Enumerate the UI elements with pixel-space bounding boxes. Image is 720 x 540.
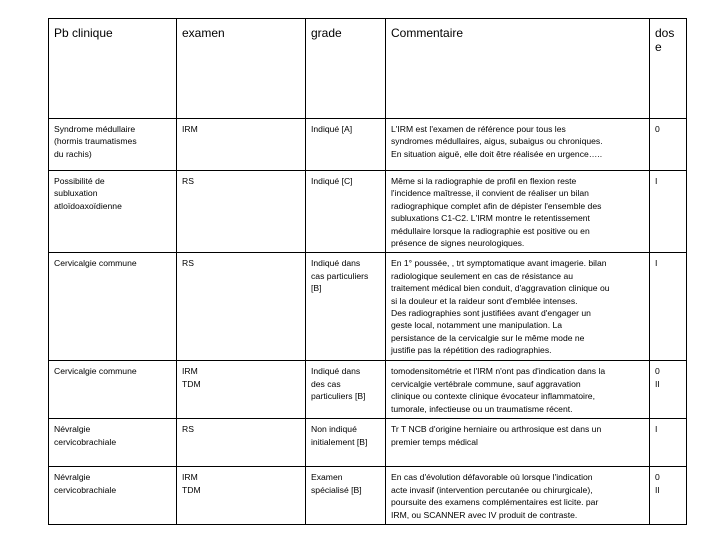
cell-line: RS: [182, 176, 194, 186]
cell-line: 0: [655, 124, 660, 134]
cell-commentaire: [386, 361, 650, 419]
cell-grade: [306, 171, 386, 253]
cell-grade: [306, 361, 386, 419]
cell-grade: [306, 253, 386, 361]
cell-line: I: [655, 176, 658, 186]
cell-dose: [650, 171, 687, 253]
cell-line: I: [655, 258, 658, 269]
header-row: [49, 19, 687, 119]
cell-pb-clinique: [49, 467, 177, 525]
cell-line: initialement [B]: [311, 436, 368, 447]
cell-commentaire: [386, 171, 650, 253]
cell-line: IRM: [182, 366, 198, 377]
table-row: [49, 253, 687, 361]
cell-dose: [650, 119, 687, 171]
cell-dose: [650, 361, 687, 419]
cell-line: Névralgie: [54, 424, 91, 435]
cell-line: Indiqué [C]: [311, 176, 353, 186]
cell-dose: [650, 419, 687, 467]
cell-line: persistance de la cervicalgie sur le même mode ne: [391, 332, 585, 343]
cell-line: poursuite des examens complémentaires est licite. par: [391, 497, 599, 508]
table-row: [49, 171, 687, 253]
cell-line: cervicobrachiale: [54, 436, 117, 447]
header-grade: grade: [306, 19, 386, 119]
cell-line: RS: [182, 424, 194, 435]
cell-line: Examen: [311, 472, 343, 483]
cell-examen: [177, 119, 306, 171]
cell-pb-clinique: [49, 119, 177, 171]
cell-examen: [177, 253, 306, 361]
cell-line: du rachis): [54, 148, 92, 159]
cell-line: Non indiqué: [311, 424, 357, 435]
cell-line: Possibilité de: [54, 176, 105, 186]
cell-line: En situation aiguë, elle doit être réalisée en urgence…..: [391, 148, 603, 159]
cell-commentaire: [386, 119, 650, 171]
cell-line: radiographique complet afin de dépister l'ensemble des: [391, 200, 602, 211]
cell-line: Indiqué dans: [311, 258, 361, 269]
cell-line: subluxation: [54, 188, 98, 199]
cell-examen: [177, 419, 306, 467]
cell-line: cas particuliers: [311, 270, 369, 281]
cell-line: geste local, notamment une manipulation. La: [391, 320, 563, 331]
cell-pb-clinique: [49, 419, 177, 467]
table-row: [49, 419, 687, 467]
header-dose: dos e: [650, 19, 687, 119]
cell-line: acte invasif (intervention percutanée ou chirurgicale),: [391, 484, 593, 495]
cell-commentaire: [386, 253, 650, 361]
cell-line: En cas d'évolution défavorable où lorsque l'indication: [391, 472, 593, 483]
cell-line: En 1° poussée, , trt symptomatique avant imagerie. bilan: [391, 258, 607, 269]
cell-line: atloïdoaxoïdienne: [54, 200, 122, 211]
cell-line: L'IRM est l'examen de référence pour tous les: [391, 124, 566, 134]
cell-line: II: [655, 484, 660, 495]
table-row: [49, 119, 687, 171]
indication-table: [48, 18, 687, 525]
cell-line: Névralgie: [54, 472, 91, 483]
header-pb-clinique: Pb clinique: [49, 19, 177, 119]
cell-pb-clinique: [49, 171, 177, 253]
cell-line: tumorale, infectieuse ou un traumatisme récent.: [391, 403, 573, 414]
cell-line: tomodensitométrie et l'IRM n'ont pas d'indication dans la: [391, 366, 606, 377]
cell-line: [B]: [311, 283, 322, 294]
cell-line: 0: [655, 472, 660, 483]
cell-line: subluxations C1-C2. L'IRM montre le retentissement: [391, 213, 590, 224]
cell-dose: [650, 467, 687, 525]
header-examen: examen: [177, 19, 306, 119]
cell-grade: [306, 419, 386, 467]
cell-grade: [306, 119, 386, 171]
cell-line: Syndrome médullaire: [54, 124, 136, 134]
cell-line: Cervicalgie commune: [54, 366, 137, 377]
cell-line: présence de signes neurologiques.: [391, 238, 525, 249]
cell-line: radiologique seulement en cas de résistance au: [391, 270, 574, 281]
cell-grade: [306, 467, 386, 525]
cell-dose: [650, 253, 687, 361]
cell-line: Tr T NCB d'origine herniaire ou arthrosique est dans un: [391, 424, 602, 435]
cell-line: clinique ou contexte clinique évocateur inflammatoire,: [391, 391, 595, 402]
cell-line: TDM: [182, 378, 201, 389]
cell-line: Même si la radiographie de profil en flexion reste: [391, 176, 577, 186]
cell-line: IRM, ou SCANNER avec IV produit de contraste.: [391, 509, 578, 520]
cell-line: syndromes médullaires, aigus, subaigus ou chroniques.: [391, 136, 603, 147]
cell-line: II: [655, 378, 660, 389]
cell-examen: [177, 171, 306, 253]
cell-line: l'incidence maîtresse, il convient de réaliser un bilan: [391, 188, 589, 199]
cell-examen: [177, 361, 306, 419]
cell-commentaire: [386, 419, 650, 467]
cell-line: particuliers [B]: [311, 391, 366, 402]
cell-line: IRM: [182, 124, 198, 134]
cell-line: cervicalgie vertébrale commune, sauf aggravation: [391, 378, 581, 389]
cell-line: 0: [655, 366, 660, 377]
header-commentaire: Commentaire: [386, 19, 650, 119]
cell-line: justifie pas la répétition des radiographies.: [391, 345, 552, 356]
cell-line: premier temps médical: [391, 436, 478, 447]
cell-pb-clinique: [49, 361, 177, 419]
cell-line: Indiqué dans: [311, 366, 361, 377]
table-row: [49, 467, 687, 525]
cell-line: Indiqué [A]: [311, 124, 353, 134]
cell-line: TDM: [182, 484, 201, 495]
cell-line: I: [655, 424, 658, 435]
cell-line: traitement médical bien conduit, d'aggravation clinique ou: [391, 283, 610, 294]
cell-line: spécialisé [B]: [311, 484, 362, 495]
cell-line: cervicobrachiale: [54, 484, 117, 495]
cell-line: si la douleur et la raideur sont d'emblée intenses.: [391, 295, 578, 306]
cell-line: Des radiographies sont justifiées avant d'engager un: [391, 308, 591, 319]
cell-line: médullaire lorsque la radiographie est positive ou en: [391, 225, 590, 236]
cell-line: IRM: [182, 472, 198, 483]
table-row: [49, 361, 687, 419]
cell-line: RS: [182, 258, 194, 269]
cell-line: des cas: [311, 378, 341, 389]
cell-commentaire: [386, 467, 650, 525]
cell-line: (hormis traumatismes: [54, 136, 137, 147]
cell-pb-clinique: [49, 253, 177, 361]
cell-line: Cervicalgie commune: [54, 258, 137, 269]
cell-examen: [177, 467, 306, 525]
